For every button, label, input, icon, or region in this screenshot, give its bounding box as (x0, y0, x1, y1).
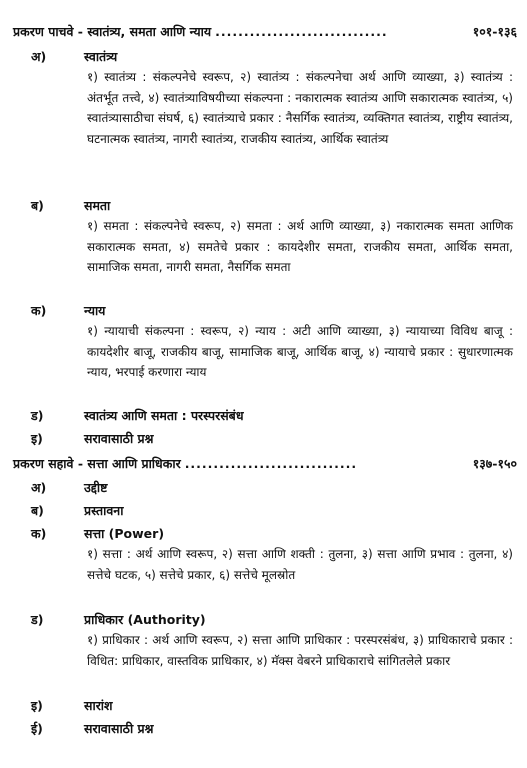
section-title: सरावासाठी प्रश्न (84, 431, 154, 446)
section-label: ड) (31, 408, 44, 423)
section-title: सत्ता (Power) (84, 526, 165, 541)
section-label: ई) (31, 721, 43, 736)
chapter-6-heading (13, 455, 517, 472)
section-label: अ) (31, 480, 47, 495)
section-title: स्वातंत्र्य आणि समता : परस्परसंबंध (84, 408, 244, 423)
chapter-6-pages: १३७-१५० (472, 456, 517, 471)
section-c-text: १) न्यायाची संकल्पना : स्वरूप, २) न्याय : अटी आणि व्याख्या, ३) न्यायाच्या विविध बाजू : कायदेशीर बाजू, राजकीय बाजू, सामाजिक बाजू, आर्थिक बाजू, ४) न्यायाचे प्रकार : सुधारणात्मक न्याय, भरपाई करणारा न्याय (87, 324, 513, 380)
chapter-5-title: प्रकरण पाचवे - स्वातंत्र्य, समता आणि न्याय (13, 24, 212, 39)
section-label: इ) (31, 431, 43, 446)
section-title: स्वातंत्र्य (84, 49, 118, 64)
section-b-text: १) समता : संकल्पनेचे स्वरूप, २) समता : अर्थ आणि व्याख्या, ३) नकारात्मक समता आणिक सकारात्मक समता, ४) समतेचे प्रकार : कायदेशीर समता, राजकीय समता, आर्थिक समता, सामाजिक समता, नागरी समता, नैसर्गिक समता (87, 219, 513, 275)
section-label: क) (31, 303, 47, 318)
chapter-6-section-c-text: १) सत्ता : अर्थ आणि स्वरूप, २) सत्ता आणि शक्ती : तुलना, ३) सत्ता आणि प्रभाव : तुलना, ४) सत्तेचे घटक, ५) सत्तेचे प्रकार, ६) सत्तेचे मूलस्रोत (87, 547, 513, 582)
section-title: प्रस्तावना (84, 503, 124, 518)
section-title: न्याय (84, 303, 106, 318)
section-label: क) (31, 526, 47, 541)
section-label: ब) (31, 198, 44, 213)
section-a-text: १) स्वातंत्र्य : संकल्पनेचे स्वरूप, २) स्वातंत्र्य : संकल्पनेचा अर्थ आणि व्याख्या, ३) स्वातंत्र्य : अंतर्भूत तत्त्वे, ४) स्वातंत्र्याविषयीच्या संकल्पना : नकारात्मक स्वातंत्र्य आणि सकारात्मक स्वातंत्र्य, ५) स्वातंत्र्यासाठीचा संघर्ष, ६) स्वातंत्र्याचे प्रकार : नैसर्गिक स्वातंत्र्य, व्यक्तिगत स्वातंत्र्य, राष्ट्रीय स्वातंत्र्य, घटनात्मक स्वातंत्र्य, नागरी स्वातंत्र्य, राजकीय स्वातंत्र्य, आर्थिक स्वातंत्र्य (87, 70, 513, 146)
leader-dots: .............................. (215, 24, 388, 39)
section-title: उद्दीष्ट (84, 480, 108, 495)
section-label: ड) (31, 612, 44, 627)
leader-dots: .............................. (184, 456, 358, 471)
section-title: समता (84, 198, 111, 213)
section-title: प्राधिकार (Authority) (84, 612, 206, 627)
chapter-6-title: प्रकरण सहावे - सत्ता आणि प्राधिकार (13, 456, 181, 471)
chapter-5-pages: १०१-१३६ (472, 24, 517, 39)
section-title: सारांश (84, 698, 113, 713)
chapter-6-section-d-text: १) प्राधिकार : अर्थ आणि स्वरूप, २) सत्ता आणि प्राधिकार : परस्परसंबंध, ३) प्राधिकाराचे प्रकार : विधित: प्राधिकार, वास्तविक प्राधिकार, ४) मॅक्स वेबरने प्राधिकाराचे सांगितलेले प्रकार (87, 633, 513, 668)
section-label: ब) (31, 503, 44, 518)
chapter-5-heading (13, 23, 517, 40)
section-label: इ) (31, 698, 43, 713)
section-label: अ) (31, 49, 47, 64)
section-title: सरावासाठी प्रश्न (84, 721, 154, 736)
